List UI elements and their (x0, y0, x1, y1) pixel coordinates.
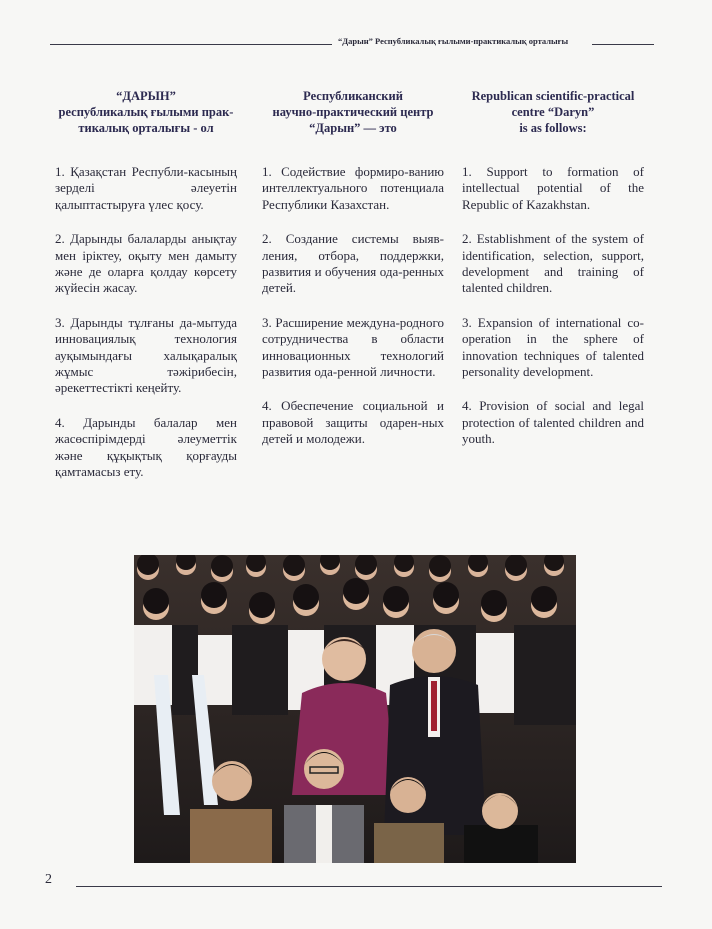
goal-item-4: 4. Обеспечение социальной и правовой защиты одарен-ных детей и молодежи. (262, 398, 444, 447)
column-title-russian (262, 88, 444, 154)
column-title-kazakh (55, 88, 237, 154)
title-line: научно-практический центр (272, 105, 434, 119)
goal-item-4: 4. Дарынды балалар мен жасөспірімдерді әлеуметтік және құқықтық қорғауды қамтамасыз ету. (55, 414, 237, 480)
group-photo-image (134, 555, 576, 863)
column-russian (262, 88, 444, 466)
title-line: Республиканский (303, 89, 403, 103)
goal-item-4: 4. Provision of social and legal protection of talented children and youth. (462, 398, 644, 447)
goal-item-1: 1. Қазақстан Республи-касының зерделі әлеуетін қалыптастыруға үлес қосу. (55, 164, 237, 212)
header-rule-right (592, 44, 654, 45)
goal-item-3: 3. Дарынды тұлғаны да-мытуда инновациялық технология ауқымындағы халықаралық жұмыс тәжірибесін, әрекеттестікті кеңейту. (55, 314, 237, 396)
goal-item-1: 1. Support to formation of intellectual potential of the Republic of Kazakhstan. (462, 164, 644, 212)
goal-item-2: 2. Establishment of the system of identification, selection, support, development and training of talented children. (462, 231, 644, 296)
column-title-english (462, 88, 644, 154)
column-kazakh (55, 88, 237, 499)
title-line: is as follows: (519, 121, 587, 135)
page-number: 2 (45, 872, 52, 887)
goal-item-3: 3. Expansion of international co-operation in the sphere of innovation techniques of talented personality development. (462, 314, 644, 380)
group-photo (134, 555, 576, 863)
title-line: “Дарын” — это (309, 121, 397, 135)
goal-item-1: 1. Содействие формиро-ванию интеллектуального потенциала Республики Казахстан. (262, 164, 444, 212)
title-line: “ДАРЫН” (116, 89, 176, 103)
goal-item-3: 3. Расширение междуна-родного сотрудничества в области инновационных технологий развития ода-ренной личности. (262, 314, 444, 380)
header-rule-left (50, 44, 332, 45)
footer-rule (76, 886, 662, 887)
running-title: “Дарын” Республикалық ғылыми-практикалық орталығы (338, 36, 569, 46)
goal-item-2: 2. Дарынды балаларды анықтау мен іріктеу, оқыту мен дамыту және де оларға қолдау көрсету жүйесін жасау. (55, 231, 237, 296)
title-line: республикалық ғылыми прак- (58, 105, 234, 119)
title-line: Republican scientific-practical (471, 89, 635, 103)
title-line: тикалық орталығы - ол (78, 121, 214, 135)
title-line: centre “Daryn” (511, 105, 595, 119)
goal-item-2: 2. Создание системы выяв-ления, отбора, поддержки, развития и обучения ода-ренных детей. (262, 231, 444, 296)
column-english (462, 88, 644, 466)
